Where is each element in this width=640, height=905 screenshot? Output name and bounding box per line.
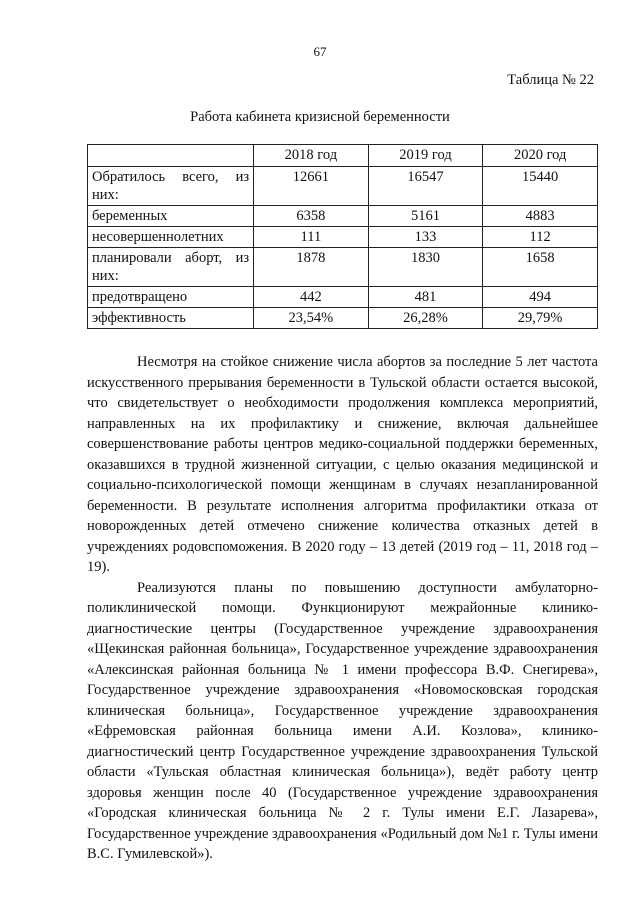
header-cell-2018: 2018 год bbox=[254, 145, 369, 167]
table-row bbox=[88, 227, 598, 248]
table-cell: 6358 bbox=[254, 206, 369, 227]
body-text bbox=[87, 352, 598, 865]
row-label: Обратилось всего, из них: bbox=[88, 167, 254, 206]
table-cell: 442 bbox=[254, 287, 369, 308]
table-cell: 133 bbox=[368, 227, 483, 248]
row-label: эффективность bbox=[88, 308, 254, 329]
table-cell: 12661 bbox=[254, 167, 369, 206]
table-cell: 4883 bbox=[483, 206, 598, 227]
page-number: 67 bbox=[313, 44, 327, 59]
table-header-row bbox=[88, 145, 598, 167]
table-cell: 23,54% bbox=[254, 308, 369, 329]
paragraph-abortion-statistics: Несмотря на стойкое снижение числа абортов за последние 5 лет частота искусственного прерывания беременности в Тульской области остается высокой, что свидетельствует о необходимости продолжения комплекса мероприятий, направленных на их профилактику и снижение, включая дальнейшее совершенствование работы центров медико-социальной поддержки беременных, оказавшихся в трудной жизненной ситуации, с целью оказания медицинской и социально-психологической помощи женщинам в случаях незапланированной беременности. В результате исполнения алгоритма профилактики отказа от новорожденных детей отмечено снижение количества отказных детей в учреждениях родовспоможения. В 2020 году – 13 детей (2019 год – 11, 2018 год – 19). bbox=[87, 354, 598, 575]
table-caption: Работа кабинета кризисной беременности bbox=[190, 109, 450, 125]
row-label: планировали аборт, из них: bbox=[88, 248, 254, 287]
table-cell: 494 bbox=[483, 287, 598, 308]
table-cell: 112 bbox=[483, 227, 598, 248]
table-cell: 26,28% bbox=[368, 308, 483, 329]
table-cell: 16547 bbox=[368, 167, 483, 206]
row-label: предотвращено bbox=[88, 287, 254, 308]
table-cell: 5161 bbox=[368, 206, 483, 227]
table-row bbox=[88, 248, 598, 287]
header-cell-2019: 2019 год bbox=[368, 145, 483, 167]
table-number-label: Таблица № 22 bbox=[507, 72, 594, 88]
header-cell-empty bbox=[88, 145, 254, 167]
table-cell: 1830 bbox=[368, 248, 483, 287]
table-cell: 1658 bbox=[483, 248, 598, 287]
table-cell: 481 bbox=[368, 287, 483, 308]
table-row bbox=[88, 287, 598, 308]
table-row bbox=[88, 308, 598, 329]
table-cell: 15440 bbox=[483, 167, 598, 206]
crisis-pregnancy-table bbox=[87, 144, 598, 329]
table-cell: 111 bbox=[254, 227, 369, 248]
paragraph-outpatient-care: Реализуются планы по повышению доступности амбулаторно-поликлинической помощи. Функционируют межрайонные клинико-диагностические центры (Государственное учреждение здравоохранения «Щекинская районная больница», Государственное учреждение здравоохранения «Алексинская районная больница № 1 имени профессора В.Ф. Снегирева», Государственное учреждение здравоохранения «Новомосковская городская клиническая больница», Государственное учреждение здравоохранения «Ефремовская районная больница имени А.И. Козлова», клинико-диагностический центр Государственное учреждение здравоохранения Тульской области «Тульская областная клиническая больница»), ведёт работу центр здоровья женщин после 40 (Государственное учреждение здравоохранения «Городская клиническая больница № 2 г. Тулы имени Е.Г. Лазарева», Государственное учреждение здравоохранения «Родильный дом №1 г. Тулы имени В.С. Гумилевской»). bbox=[87, 579, 598, 862]
table-cell: 29,79% bbox=[483, 308, 598, 329]
table-row bbox=[88, 206, 598, 227]
table-row bbox=[88, 167, 598, 206]
table-cell: 1878 bbox=[254, 248, 369, 287]
header-cell-2020: 2020 год bbox=[483, 145, 598, 167]
row-label: беременных bbox=[88, 206, 254, 227]
row-label: несовершеннолетних bbox=[88, 227, 254, 248]
